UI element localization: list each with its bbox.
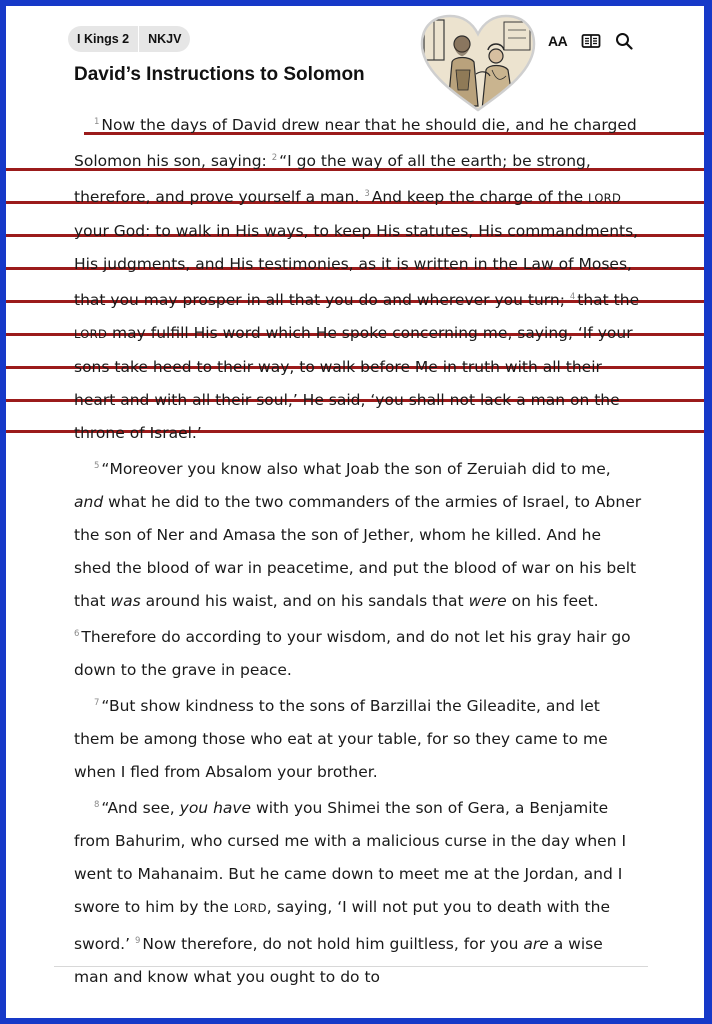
verse-number[interactable]: 9 — [134, 936, 141, 946]
verse-4-part-a[interactable]: that the — [577, 291, 640, 309]
verse-8-part-a[interactable]: “And see, — [101, 799, 180, 817]
book-view-icon[interactable] — [581, 30, 601, 52]
book-chapter-button[interactable]: I Kings 2 — [68, 26, 139, 52]
text-size-button[interactable]: AA — [548, 33, 568, 49]
paragraph-1 — [74, 106, 642, 450]
verse-4-part-b[interactable]: may fulfill His word which He spoke concerning me, saying, ‘If your sons take heed to their way, to walk before Me in truth with all their heart and with all their soul,’ He said, ‘you shall not lack a man on the throne of Israel.’ — [74, 324, 633, 442]
italic-word: was — [110, 592, 141, 610]
reader-window — [6, 6, 704, 1018]
verse-7[interactable]: “But show kindness to the sons of Barzillai the Gileadite, and let them be among those who eat at your table, for so they came to me when I fled from Absalom your brother. — [74, 697, 608, 781]
bottom-divider — [54, 966, 648, 967]
version-button[interactable]: NKJV — [139, 26, 190, 52]
paragraph-3 — [74, 687, 642, 789]
italic-word: and — [74, 493, 104, 511]
verse-5-part-b[interactable]: what he did to the two commanders of the armies of Israel, to Abner the son of Ner and Amasa the son of Jether, whom he killed. And he shed the blood of war in peacetime, and put the blood of war on his belt that — [74, 493, 642, 610]
verse-8-part-b[interactable]: with you Shimei the son of Gera, a Benjamite from Bahurim, who cursed me with a malicious curse in the day when I went to Mahanaim. But he came down to meet me at the Jordan, and I swore to him by the — [74, 799, 627, 916]
passage-selector — [68, 26, 190, 52]
verse-number[interactable]: 8 — [94, 800, 100, 810]
verse-number[interactable]: 7 — [94, 698, 100, 708]
paragraph-2 — [74, 450, 642, 687]
lord-small-caps: LORD — [588, 191, 622, 205]
section-title: David’s Instructions to Solomon — [74, 64, 365, 85]
italic-word: you have — [179, 799, 252, 817]
lord-small-caps: LORD — [74, 327, 108, 341]
verse-number[interactable]: 3 — [364, 189, 370, 199]
verse-number[interactable]: 2 — [271, 153, 278, 163]
passage-text — [74, 106, 642, 994]
verse-5-part-d[interactable]: on his feet. — [506, 592, 599, 610]
italic-word: were — [468, 592, 507, 610]
verse-number[interactable]: 6 — [74, 629, 80, 639]
heart-illustration-sticker — [416, 10, 540, 114]
verse-2[interactable]: “I go the way of all the earth; be strong, therefore, and prove yourself a man. — [74, 152, 591, 206]
verse-6[interactable]: Therefore do according to your wisdom, and do not let his gray hair go down to the grave in peace. — [74, 628, 631, 679]
search-icon[interactable] — [615, 30, 633, 52]
toolbar — [526, 30, 633, 52]
paragraph-4 — [74, 789, 642, 994]
verse-9-part-a[interactable]: Now therefore, do not hold him guiltless, for you — [142, 935, 524, 953]
verse-5-part-a[interactable]: “Moreover you know also what Joab the son of Zeruiah did to me, — [101, 460, 611, 478]
verse-number[interactable]: 1 — [94, 117, 100, 127]
verse-1[interactable]: Now the days of David drew near that he should die, and he charged Solomon his son, saying: — [74, 116, 637, 170]
verse-number[interactable]: 4 — [569, 292, 576, 302]
verse-5-part-c[interactable]: around his waist, and on his sandals that — [140, 592, 469, 610]
lord-small-caps: LORD — [233, 901, 267, 915]
verse-number[interactable]: 5 — [94, 461, 100, 471]
italic-word: are — [523, 935, 549, 953]
verse-9-part-b[interactable]: a wise man and know what you ought to do to — [74, 935, 603, 986]
verse-3-part-b[interactable]: your God: to walk in His ways, to keep His statutes, His commandments, His judgments, and His testimonies, as it is written in the Law of Moses, that you may prosper in all that you do and wherever you turn; — [74, 222, 639, 309]
verse-3-part-a[interactable]: And keep the charge of the — [371, 188, 589, 206]
verse-8-part-c[interactable]: , saying, ‘I will not put you to death with the sword.’ — [74, 898, 610, 953]
